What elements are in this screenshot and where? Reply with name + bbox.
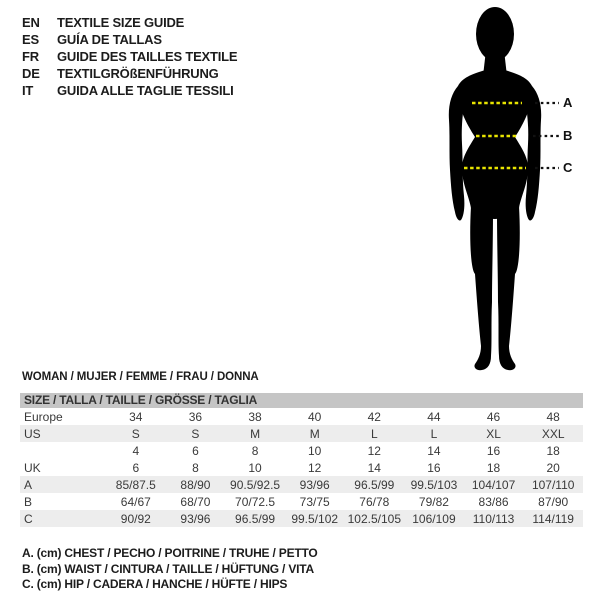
size-value-cell: 110/113	[472, 511, 515, 526]
language-title: GUIDE DES TAILLES TEXTILE	[57, 49, 238, 64]
size-value-cell: 76/78	[359, 494, 390, 509]
size-value-cell: 64/67	[120, 494, 151, 509]
size-value-cell: 10	[248, 460, 262, 475]
language-title: TEXTILGRÖßENFÜHRUNG	[57, 66, 219, 81]
woman-silhouette-figure	[413, 2, 583, 374]
row-label: B	[24, 494, 33, 509]
size-table-row	[20, 408, 583, 425]
size-value-cell: 87/90	[538, 494, 569, 509]
size-table	[20, 393, 583, 527]
size-value-cell: 93/96	[299, 477, 330, 492]
size-value-cell: 10	[308, 443, 322, 458]
size-value-cell: 114/119	[532, 511, 574, 526]
size-value-cell: 8	[192, 460, 199, 475]
language-row	[22, 48, 237, 65]
size-value-cell: 106/109	[412, 511, 456, 526]
size-value-cell: 20	[546, 460, 560, 475]
size-value-cell: 6	[192, 443, 199, 458]
language-title: GUIDA ALLE TAGLIE TESSILI	[57, 83, 234, 98]
size-value-cell: 12	[308, 460, 322, 475]
size-table-row	[20, 459, 583, 476]
size-value-cell: 16	[427, 460, 441, 475]
size-value-cell: 38	[248, 409, 262, 424]
legend-line: C. (cm) HIP / CADERA / HANCHE / HÜFTE / HIPS	[22, 577, 288, 591]
language-code: DE	[22, 66, 40, 81]
size-value-cell: XL	[486, 426, 501, 441]
size-value-cell: 83/86	[478, 494, 509, 509]
legend-line: B. (cm) WAIST / CINTURA / TAILLE / HÜFTUNG / VITA	[22, 561, 314, 576]
size-value-cell: 6	[132, 460, 140, 475]
size-table-body	[20, 408, 583, 527]
size-value-cell: 4	[132, 443, 140, 458]
size-value-cell: 8	[251, 443, 259, 458]
size-table-row	[20, 442, 583, 459]
size-value-cell: 79/82	[418, 494, 449, 509]
size-value-cell: 93/96	[180, 511, 211, 526]
language-title: TEXTILE SIZE GUIDE	[57, 15, 185, 30]
language-code: IT	[22, 83, 34, 98]
language-code: FR	[22, 49, 39, 64]
size-value-cell: 42	[367, 409, 381, 424]
size-table-row	[20, 476, 583, 493]
size-value-cell: 46	[486, 409, 501, 424]
size-value-cell: 48	[546, 409, 560, 424]
size-value-cell: 85/87.5	[115, 477, 156, 492]
language-title: GUÍA DE TALLAS	[57, 32, 162, 47]
size-table-header: SIZE / TALLA / TAILLE / GRÖSSE / TAGLIA	[20, 393, 583, 408]
size-table-row	[20, 510, 583, 527]
size-value-cell: 96.5/99	[235, 511, 276, 526]
language-code: ES	[22, 32, 39, 47]
size-value-cell: 96.5/99	[354, 477, 395, 492]
chest-measure-label: A	[563, 95, 573, 110]
size-value-cell: 14	[427, 443, 441, 458]
size-table-row	[20, 493, 583, 510]
language-row	[22, 14, 237, 31]
legend-line: A. (cm) CHEST / PECHO / POITRINE / TRUHE / PETTO	[22, 546, 318, 560]
size-value-cell: 18	[486, 460, 501, 475]
size-value-cell: 40	[308, 409, 322, 424]
size-value-cell: 88/90	[180, 477, 211, 492]
size-value-cell: 68/70	[180, 494, 211, 509]
size-value-cell: S	[191, 426, 200, 441]
size-value-cell: 18	[546, 443, 560, 458]
size-value-cell: S	[131, 426, 140, 441]
measurement-legend	[22, 546, 318, 593]
size-value-cell: 34	[129, 409, 143, 424]
size-value-cell: 16	[486, 443, 501, 458]
size-value-cell: 102.5/105	[347, 511, 401, 526]
row-label: Europe	[24, 409, 63, 424]
size-value-cell: 70/72.5	[235, 494, 276, 509]
language-code: EN	[22, 15, 40, 30]
size-value-cell: 99.5/102	[291, 511, 339, 526]
row-label: C	[24, 511, 33, 526]
language-row	[22, 82, 237, 99]
size-table-row	[20, 425, 583, 442]
hip-measure-label: C	[563, 160, 573, 175]
language-row	[22, 31, 237, 48]
size-value-cell: L	[430, 426, 438, 441]
size-value-cell: 104/107	[471, 477, 516, 492]
row-label: US	[24, 426, 41, 441]
size-value-cell: 14	[367, 460, 381, 475]
size-value-cell: M	[309, 426, 320, 441]
size-value-cell: 90.5/92.5	[230, 477, 281, 492]
size-value-cell: 107/110	[531, 477, 575, 492]
size-value-cell: XXL	[541, 426, 565, 441]
size-value-cell: L	[370, 426, 378, 441]
size-value-cell: 12	[367, 443, 381, 458]
size-value-cell: 73/75	[299, 494, 330, 509]
language-row	[22, 65, 237, 82]
waist-measure-label: B	[563, 128, 573, 143]
size-value-cell: 90/92	[120, 511, 151, 526]
row-label: UK	[24, 460, 41, 475]
row-label: A	[24, 477, 33, 492]
size-value-cell: 44	[427, 409, 441, 424]
language-list	[22, 14, 237, 99]
size-value-cell: 36	[188, 409, 203, 424]
size-value-cell: M	[250, 426, 261, 441]
size-value-cell: 99.5/103	[410, 477, 458, 492]
woman-heading: WOMAN / MUJER / FEMME / FRAU / DONNA	[22, 371, 259, 383]
woman-silhouette	[449, 7, 541, 370]
